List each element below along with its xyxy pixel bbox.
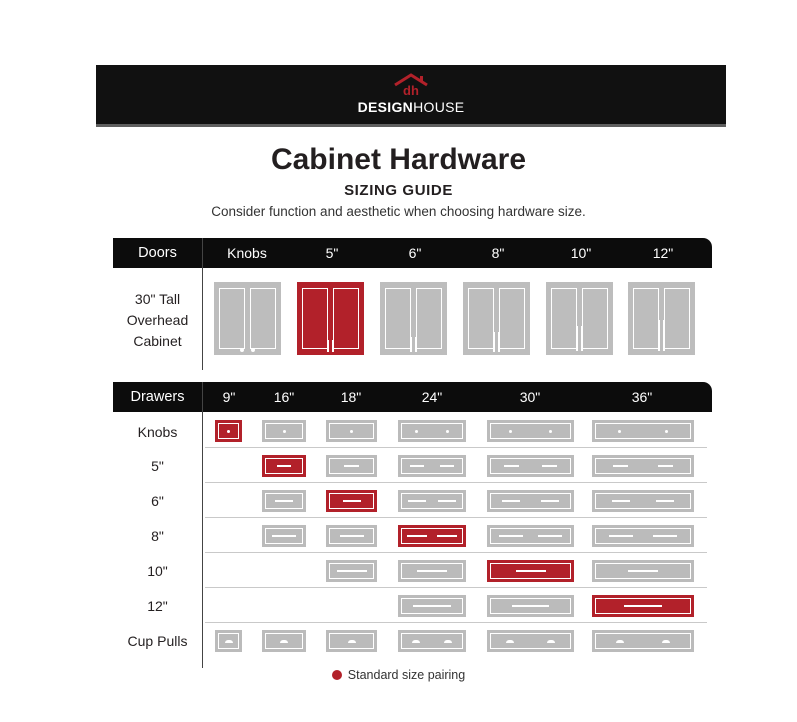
pull-icon — [512, 605, 549, 607]
knob-icon — [446, 430, 449, 433]
drawer-row-label-cup-pulls: Cup Pulls — [127, 633, 188, 649]
pull-icon — [653, 535, 677, 537]
drawer-front — [262, 420, 306, 442]
pull-icon — [499, 535, 523, 537]
drawer-row-label-10: 10" — [147, 563, 168, 579]
pull-icon — [516, 570, 546, 572]
doors-col-12: 12" — [652, 245, 674, 261]
pull-icon — [440, 465, 454, 467]
drawers-divider — [202, 382, 203, 668]
cup-pull-icon — [348, 640, 356, 643]
drawer-front — [326, 630, 377, 652]
pull-icon — [656, 500, 674, 502]
pull-icon — [538, 535, 562, 537]
cabinet-pull-5 — [297, 282, 364, 355]
drawer-row-label-5: 5" — [151, 458, 164, 474]
drawer-front — [262, 455, 306, 477]
legend-dot-icon — [332, 670, 342, 680]
drawer-front — [592, 560, 694, 582]
dh-logo-icon — [393, 73, 429, 97]
knob-icon — [415, 430, 418, 433]
drawer-front — [592, 455, 694, 477]
knob-dot — [251, 348, 255, 352]
cup-pull-icon — [412, 640, 420, 643]
pull-icon — [344, 465, 358, 467]
drawer-front — [398, 595, 466, 617]
row-separator — [205, 482, 707, 483]
drawers-col-18: 18" — [340, 389, 362, 405]
drawer-front — [398, 630, 466, 652]
doors-col-knobs: Knobs — [227, 245, 267, 261]
page-tagline: Consider function and aesthetic when choosing hardware size. — [211, 204, 586, 219]
pull-icon — [628, 570, 658, 572]
drawer-front — [592, 595, 694, 617]
drawer-front — [262, 525, 306, 547]
drawer-front — [592, 490, 694, 512]
cup-pull-icon — [506, 640, 514, 643]
drawer-front — [487, 630, 574, 652]
drawer-front — [487, 455, 574, 477]
drawer-front — [326, 455, 377, 477]
drawer-front — [487, 490, 574, 512]
brand-banner — [96, 65, 726, 127]
drawer-row-label-6: 6" — [151, 493, 164, 509]
drawer-front — [326, 420, 377, 442]
legend — [0, 668, 797, 682]
knob-icon — [618, 430, 621, 433]
pull-icon — [658, 465, 672, 467]
pull-icon — [410, 465, 424, 467]
row-separator — [205, 447, 707, 448]
drawers-col-30: 30" — [519, 389, 541, 405]
drawer-front — [592, 525, 694, 547]
drawer-front — [592, 420, 694, 442]
drawer-front — [215, 420, 242, 442]
drawer-row-label-12: 12" — [147, 598, 168, 614]
doors-header-label: Doors — [138, 245, 177, 261]
drawer-front — [398, 420, 466, 442]
pull-icon — [609, 535, 633, 537]
cabinet-knobs — [214, 282, 281, 355]
drawers-col-36: 36" — [631, 389, 653, 405]
cup-pull-icon — [662, 640, 670, 643]
pull-icon — [613, 465, 627, 467]
drawers-col-24: 24" — [421, 389, 443, 405]
pull-icon — [337, 570, 367, 572]
pull-icon — [542, 465, 556, 467]
drawer-front — [487, 560, 574, 582]
pull-icon — [343, 500, 361, 502]
cabinet-pull-12 — [628, 282, 695, 355]
knob-icon — [549, 430, 552, 433]
pull-icon — [408, 500, 426, 502]
drawers-col-9: 9" — [222, 389, 236, 405]
cup-pull-icon — [547, 640, 555, 643]
drawer-front — [326, 490, 377, 512]
drawer-front — [487, 525, 574, 547]
pull-icon — [407, 535, 427, 537]
drawer-front — [487, 595, 574, 617]
door-row-label: 30" Tall Overhead Cabinet — [126, 291, 189, 349]
pull-icon — [277, 465, 291, 467]
page-title: Cabinet Hardware — [270, 143, 527, 176]
drawer-front — [215, 630, 242, 652]
pull-icon — [413, 605, 450, 607]
pull-icon — [541, 500, 559, 502]
pull-icon — [624, 605, 661, 607]
doors-col-8: 8" — [491, 245, 505, 261]
drawer-front — [262, 630, 306, 652]
row-separator — [205, 552, 707, 553]
knob-icon — [283, 430, 286, 433]
drawer-front — [398, 560, 466, 582]
row-separator — [205, 622, 707, 623]
pull-icon — [275, 500, 293, 502]
drawer-row-label-8: 8" — [151, 528, 164, 544]
cup-pull-icon — [225, 640, 233, 643]
cup-pull-icon — [280, 640, 288, 643]
drawer-front — [592, 630, 694, 652]
doors-col-10: 10" — [570, 245, 592, 261]
pull-icon — [272, 535, 296, 537]
cabinet-pull-10 — [546, 282, 613, 355]
pull-icon — [612, 500, 630, 502]
drawer-front — [398, 525, 466, 547]
doors-col-5: 5" — [325, 245, 339, 261]
cup-pull-icon — [616, 640, 624, 643]
knob-icon — [665, 430, 668, 433]
drawer-row-label-knobs: Knobs — [137, 424, 178, 440]
pull-icon — [340, 535, 364, 537]
drawer-front — [398, 455, 466, 477]
pull-icon — [437, 535, 457, 537]
drawers-col-16: 16" — [273, 389, 295, 405]
knob-icon — [509, 430, 512, 433]
drawer-front — [398, 490, 466, 512]
pull-icon — [438, 500, 456, 502]
doors-divider — [202, 238, 203, 370]
page-subtitle: SIZING GUIDE — [344, 182, 453, 199]
brand-logo — [96, 73, 726, 115]
pull-icon — [502, 500, 520, 502]
svg-text:dh: dh — [403, 83, 419, 97]
row-separator — [205, 587, 707, 588]
drawers-header-label: Drawers — [130, 389, 185, 405]
drawer-front — [326, 560, 377, 582]
drawer-front — [326, 525, 377, 547]
brand-name: DESIGNHOUSE — [357, 99, 465, 115]
doors-col-6: 6" — [408, 245, 422, 261]
legend-label: Standard size pairing — [347, 668, 466, 682]
pull-icon — [504, 465, 518, 467]
cabinet-pull-8 — [463, 282, 530, 355]
row-separator — [205, 517, 707, 518]
drawer-front — [487, 420, 574, 442]
knob-icon — [350, 430, 353, 433]
knob-dot — [240, 348, 244, 352]
drawer-front — [262, 490, 306, 512]
cabinet-pull-6 — [380, 282, 447, 355]
cup-pull-icon — [444, 640, 452, 643]
pull-icon — [417, 570, 447, 572]
